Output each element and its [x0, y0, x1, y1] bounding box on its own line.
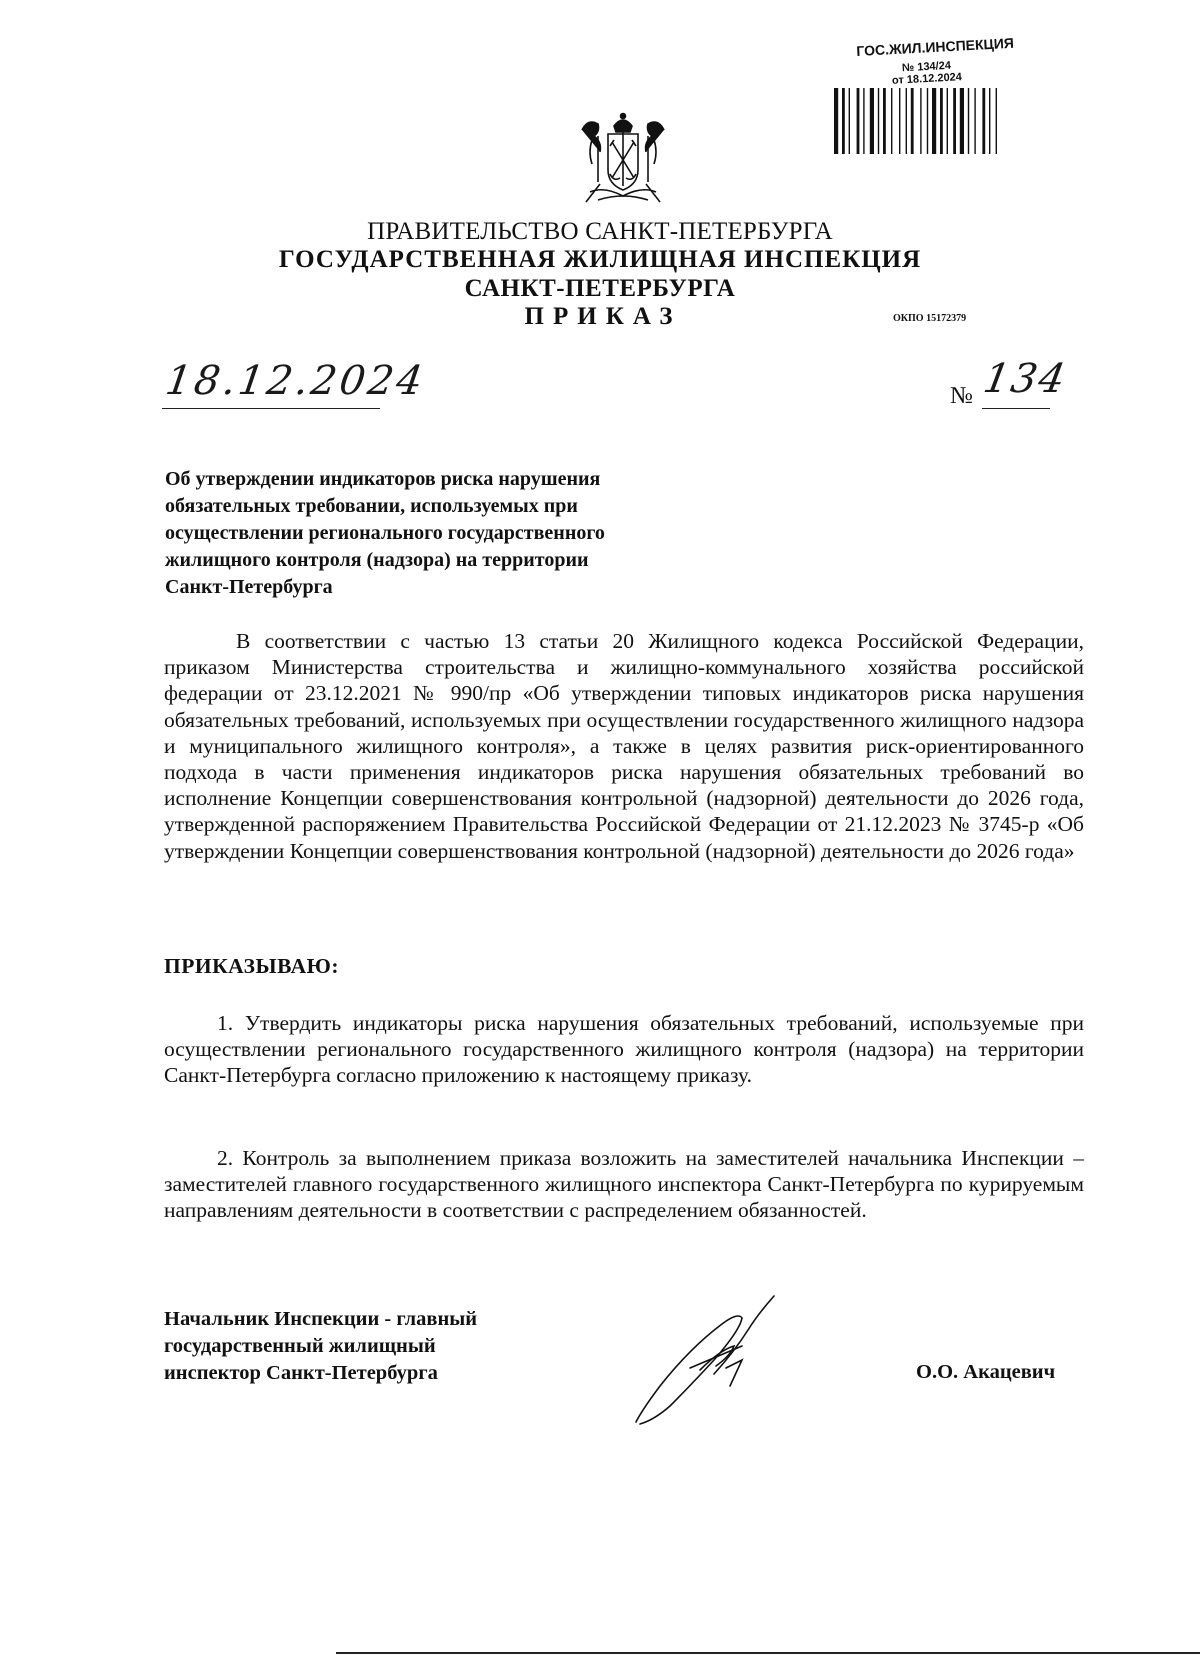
saint-petersburg-coat-of-arms-icon: [578, 112, 668, 208]
document-date-field: [162, 358, 429, 409]
barcode-bar: [849, 88, 850, 154]
signer-position-line: инспектор Санкт-Петербурга: [164, 1362, 438, 1384]
organization-name-line2: САНКТ-ПЕТЕРБУРГА: [464, 275, 736, 302]
barcode-bar: [968, 88, 969, 154]
barcode-bar: [834, 88, 838, 154]
barcode-bar: [878, 88, 879, 154]
document-number-field: [979, 356, 1071, 409]
government-name: ПРАВИТЕЛЬСТВО САНКТ-ПЕТЕРБУРГА: [367, 218, 833, 245]
barcode-bar: [891, 88, 892, 154]
barcode-bar: [906, 88, 907, 154]
order-heading: ПРИКАЗЫВАЮ:: [164, 954, 340, 978]
barcode-bar: [911, 88, 914, 154]
barcode-bar: [974, 88, 975, 154]
subject-line: Об утверждении индикаторов риска нарушения: [165, 468, 601, 490]
subject-line: осуществлении регионального государственного: [165, 522, 605, 544]
barcode-bar: [857, 88, 860, 154]
barcode-bar: [927, 88, 928, 154]
barcode-bar: [989, 88, 990, 154]
scan-edge-line: [336, 1652, 1200, 1654]
order-item-1: 1. Утвердить индикаторы риска нарушения обязательных требований, используемые при осуществлении регионального государственного жилищного контроля (надзора) на территории Санкт-Петербурга согласно приложению к настоящему приказу.: [164, 1011, 1084, 1088]
document-type: ПРИКАЗ: [524, 303, 682, 330]
subject-line: обязательных требовании, используемых при: [165, 495, 578, 517]
registration-stamp-title: ГОС.ЖИЛ.ИНСПЕКЦИЯ: [855, 34, 1015, 59]
barcode-icon: [830, 88, 1040, 198]
organization-name-line1: ГОСУДАРСТВЕННАЯ ЖИЛИЩНАЯ ИНСПЕКЦИЯ: [278, 246, 922, 273]
signer-name: О.О. Акацевич: [916, 1361, 1056, 1383]
barcode-bar: [863, 88, 864, 154]
barcode-bar: [996, 88, 997, 154]
document-subject: [165, 466, 725, 601]
signer-position: [164, 1306, 477, 1387]
handwritten-signature-icon: [630, 1290, 810, 1430]
barcode-bar: [982, 88, 985, 154]
document-date: 18.12.2024: [162, 358, 429, 404]
barcode-bar: [899, 88, 900, 154]
barcode-bar: [870, 88, 874, 154]
document-number-label: №: [950, 383, 973, 409]
okpo-code: ОКПО 15172379: [893, 313, 967, 324]
registration-stamp-number: № 134/24: [901, 59, 952, 75]
subject-line: Санкт-Петербурга: [165, 576, 333, 598]
subject-line: жилищного контроля (надзора) на территории: [165, 549, 589, 571]
barcode-bar: [932, 88, 936, 154]
signer-position-line: Начальник Инспекции - главный: [164, 1308, 478, 1330]
document-number: 134: [979, 356, 1071, 402]
barcode-bar: [842, 88, 845, 154]
barcode-bar: [940, 88, 943, 154]
barcode-bar: [960, 88, 964, 154]
preamble-paragraph: В соответствии с частью 13 статьи 20 Жилищного кодекса Российской Федерации, приказом Министерства строительства и жилищно-коммунального хозяйства российской федерации от 23.12.2021 № 990/пр «Об утверждении типовых индикаторов риска нарушения обязательных требований, используемых при осуществлении государственного жилищного надзора и муниципального жилищного контроля», а также в целях развития риск-ориентированного подхода в части применения индикаторов риска нарушения обязательных требований во исполнение Концепции совершенствования контрольной (надзорной) деятельности до 2026 года, утвержденной распоряжением Правительства Российской Федерации от 21.12.2023 № 3745-р «Об утверждении Концепции совершенствования контрольной (надзорной) деятельности до 2026 года»: [164, 629, 1084, 863]
barcode-bar: [953, 88, 956, 154]
signer-position-line: государственный жилищный: [164, 1335, 436, 1357]
barcode-bar: [920, 88, 921, 154]
barcode-bar: [947, 88, 948, 154]
barcode-bar: [883, 88, 886, 154]
registration-stamp-date: от 18.12.2024: [891, 71, 963, 87]
order-item-2: 2. Контроль за выполнением приказа возложить на заместителей начальника Инспекции – заместителей главного государственного жилищного инспектора Санкт-Петербурга по курируемым направлениям деятельности в соответствии с распределением обязанностей.: [164, 1146, 1084, 1223]
